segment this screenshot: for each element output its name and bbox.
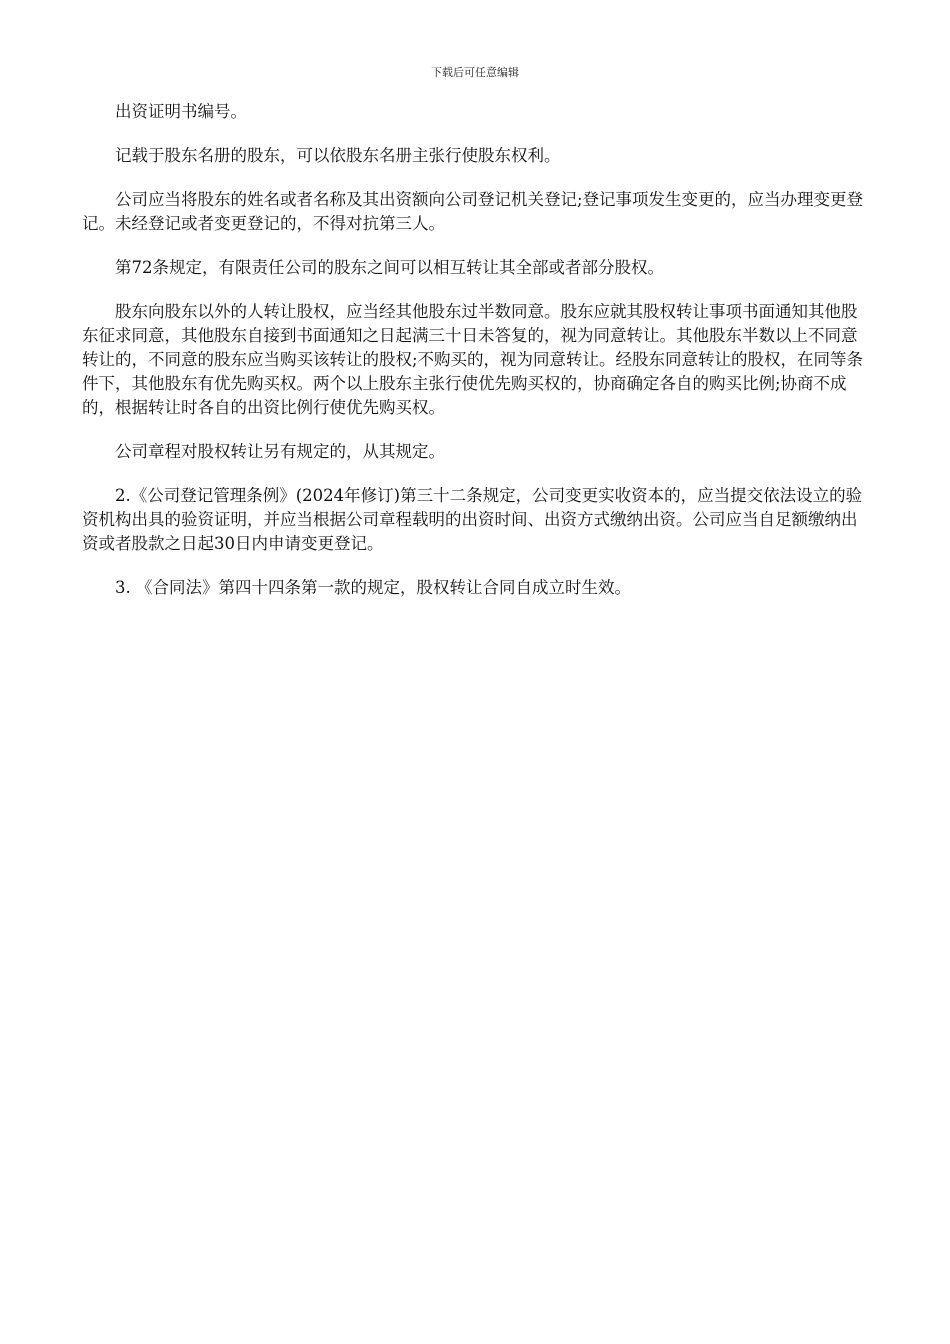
paragraph-5: 股东向股东以外的人转让股权，应当经其他股东过半数同意。股东应就其股权转让事项书面通知其他股东征求同意，其他股东自接到书面通知之日起满三十日未答复的，视为同意转让。其他股东半数以上不同意转让的，不同意的股东应当购买该转让的股权;不购买的，视为同意转让。经股东同意转让的股权，在同等条件下，其他股东有优先购买权。两个以上股东主张行使优先购买权的，协商确定各自的购买比例;协商不成的，根据转让时各自的出资比例行使优先购买权。 — [82, 302, 864, 417]
paragraph-1: 出资证明书编号。 — [115, 102, 247, 121]
paragraph-3: 公司应当将股东的姓名或者名称及其出资额向公司登记机关登记;登记事项发生变更的，应当办理变更登记。未经登记或者变更登记的，不得对抗第三人。 — [82, 190, 864, 233]
paragraph-4: 第72条规定，有限责任公司的股东之间可以相互转让其全部或者部分股权。 — [115, 258, 664, 277]
paragraph-2: 记载于股东名册的股东，可以依股东名册主张行使股东权利。 — [115, 146, 561, 165]
paragraph-7: 2.《公司登记管理条例》(2024年修订)第三十二条规定，公司变更实收资本的，应当提交依法设立的验资机构出具的验资证明，并应当根据公司章程载明的出资时间、出资方式缴纳出资。公司应当自足额缴纳出资或者股款之日起30日内申请变更登记。 — [82, 486, 863, 553]
page-header: 下载后可任意编辑 — [431, 66, 519, 79]
paragraph-6: 公司章程对股权转让另有规定的，从其规定。 — [115, 442, 445, 461]
paragraph-8: 3. 《合同法》第四十四条第一款的规定，股权转让合同自成立时生效。 — [115, 578, 631, 597]
document-body — [82, 100, 872, 620]
